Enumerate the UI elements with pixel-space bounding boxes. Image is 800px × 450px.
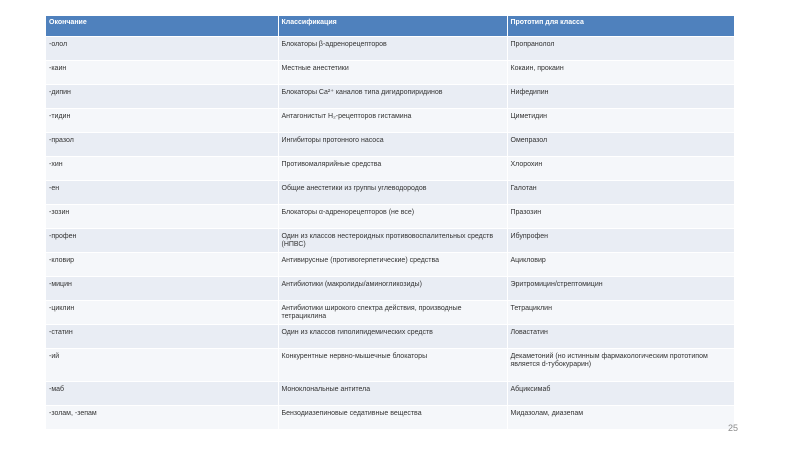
header-ending: Окончание <box>46 16 278 36</box>
table-row <box>46 180 734 204</box>
table-header-row <box>46 16 734 36</box>
cell-prototype: Галотан <box>507 180 734 204</box>
cell-classification: Противомалярийные средства <box>278 156 507 180</box>
cell-ending: -хин <box>46 156 278 180</box>
header-classification: Классификация <box>278 16 507 36</box>
drug-endings-table <box>46 16 734 429</box>
cell-ending: -ий <box>46 348 278 381</box>
table-row <box>46 132 734 156</box>
cell-prototype: Эритромицин/стрептомицин <box>507 276 734 300</box>
cell-prototype: Омепразол <box>507 132 734 156</box>
cell-ending: -дипин <box>46 84 278 108</box>
cell-classification: Блокаторы β-адренорецепторов <box>278 36 507 60</box>
table-row <box>46 228 734 252</box>
cell-prototype: Пропранолол <box>507 36 734 60</box>
table-row <box>46 324 734 348</box>
cell-classification: Один из классов нестероидных противовоспалительных средств (НПВС) <box>278 228 507 252</box>
table-row <box>46 36 734 60</box>
cell-ending: -зозин <box>46 204 278 228</box>
cell-prototype: Тетрациклин <box>507 300 734 324</box>
table-row <box>46 60 734 84</box>
cell-prototype: Мидазолам, диазепам <box>507 405 734 429</box>
table-row <box>46 84 734 108</box>
cell-ending: -празол <box>46 132 278 156</box>
cell-classification: Антибиотики широкого спектра действия, производные тетрациклина <box>278 300 507 324</box>
cell-ending: -олол <box>46 36 278 60</box>
cell-classification: Антибиотики (макролиды/аминогликозиды) <box>278 276 507 300</box>
cell-ending: -кловир <box>46 252 278 276</box>
cell-ending: -каин <box>46 60 278 84</box>
cell-classification: Моноклональные антитела <box>278 381 507 405</box>
cell-classification: Бензодиазепиновые седативные вещества <box>278 405 507 429</box>
cell-prototype: Ловастатин <box>507 324 734 348</box>
cell-prototype: Ибупрофен <box>507 228 734 252</box>
table-row <box>46 156 734 180</box>
cell-classification: Местные анестетики <box>278 60 507 84</box>
table-row <box>46 252 734 276</box>
cell-classification: Общие анестетики из группы углеводородов <box>278 180 507 204</box>
cell-prototype: Хлорохин <box>507 156 734 180</box>
cell-ending: -циклин <box>46 300 278 324</box>
cell-prototype: Кокаин, прокаин <box>507 60 734 84</box>
table-row <box>46 204 734 228</box>
cell-prototype: Абциксимаб <box>507 381 734 405</box>
table-row <box>46 405 734 429</box>
header-prototype: Прототип для класса <box>507 16 734 36</box>
cell-classification: Антагонистыт H₂-рецепторов гистамина <box>278 108 507 132</box>
cell-ending: -мицин <box>46 276 278 300</box>
slide-page-number: 25 <box>728 423 739 433</box>
cell-classification: Антивирусные (противогерпетические) средства <box>278 252 507 276</box>
cell-ending: -профен <box>46 228 278 252</box>
cell-prototype: Ацикловир <box>507 252 734 276</box>
cell-classification: Блокаторы α-адренорецепторов (не все) <box>278 204 507 228</box>
cell-ending: -статин <box>46 324 278 348</box>
classification-table-container <box>46 16 734 429</box>
table-row <box>46 381 734 405</box>
cell-ending: -тидин <box>46 108 278 132</box>
cell-ending: -маб <box>46 381 278 405</box>
cell-ending: -ен <box>46 180 278 204</box>
cell-classification: Ингибиторы протонного насоса <box>278 132 507 156</box>
cell-ending: -золам, -зепам <box>46 405 278 429</box>
table-row <box>46 276 734 300</box>
cell-prototype: Празозин <box>507 204 734 228</box>
cell-prototype: Циметидин <box>507 108 734 132</box>
table-row <box>46 300 734 324</box>
cell-prototype: Нифедипин <box>507 84 734 108</box>
table-row <box>46 108 734 132</box>
table-row <box>46 348 734 381</box>
cell-classification: Блокаторы Ca²⁺ каналов типа дигидропиридинов <box>278 84 507 108</box>
cell-classification: Конкурентные нервно-мышечные блокаторы <box>278 348 507 381</box>
cell-prototype: Декаметоний (но истинным фармакологическим прототипом является d-тубокурарин) <box>507 348 734 381</box>
cell-classification: Один из классов гиполипидемических средств <box>278 324 507 348</box>
